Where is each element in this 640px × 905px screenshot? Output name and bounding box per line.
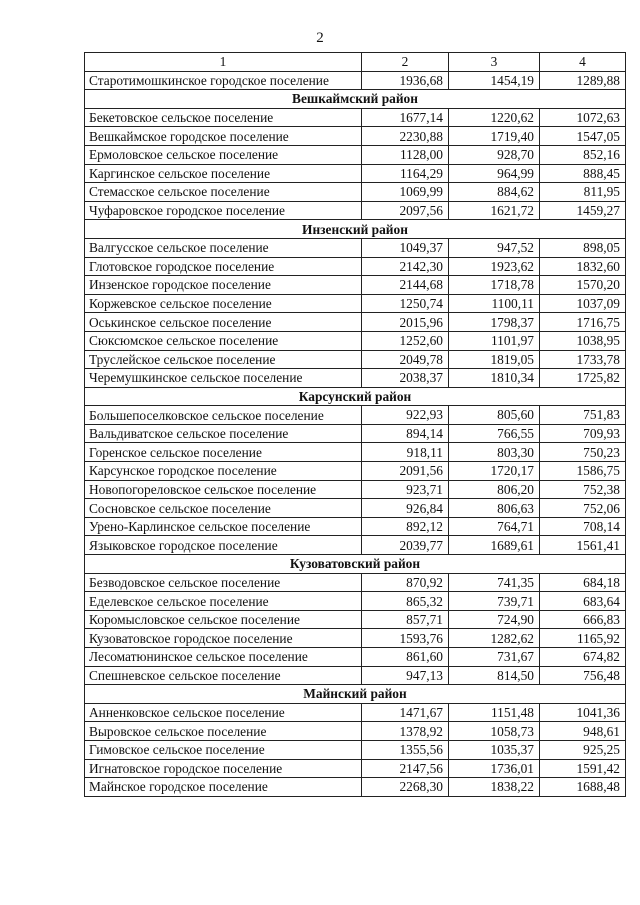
district-name: Инзенский район [85, 220, 626, 239]
table-row [85, 238, 626, 257]
settlement-name: Труслейское сельское поселение [85, 350, 362, 369]
value-col-3: 1720,17 [449, 462, 540, 481]
settlement-name: Гимовское сельское поселение [85, 740, 362, 759]
value-col-3: 1719,40 [449, 127, 540, 146]
district-name: Карсунский район [85, 387, 626, 406]
value-col-3: 739,71 [449, 592, 540, 611]
settlement-name: Вальдиватское сельское поселение [85, 424, 362, 443]
value-col-4: 752,06 [540, 499, 626, 518]
value-col-3: 741,35 [449, 573, 540, 592]
settlement-name: Черемушкинское сельское поселение [85, 369, 362, 388]
header-row [85, 53, 626, 72]
value-col-4: 756,48 [540, 666, 626, 685]
value-col-2: 1677,14 [362, 108, 449, 127]
district-name: Вешкаймский район [85, 90, 626, 109]
value-col-3: 764,71 [449, 517, 540, 536]
settlement-name: Оськинское сельское поселение [85, 313, 362, 332]
value-col-4: 674,82 [540, 648, 626, 667]
value-col-2: 894,14 [362, 424, 449, 443]
value-col-3: 1621,72 [449, 201, 540, 220]
value-col-4: 898,05 [540, 238, 626, 257]
table-row [85, 610, 626, 629]
settlement-name: Горенское сельское поселение [85, 443, 362, 462]
table-row [85, 424, 626, 443]
value-col-4: 1072,63 [540, 108, 626, 127]
value-col-3: 805,60 [449, 406, 540, 425]
value-col-2: 861,60 [362, 648, 449, 667]
value-col-2: 947,13 [362, 666, 449, 685]
value-col-3: 724,90 [449, 610, 540, 629]
value-col-4: 948,61 [540, 722, 626, 741]
value-col-3: 1058,73 [449, 722, 540, 741]
value-col-3: 1151,48 [449, 703, 540, 722]
table-row [85, 517, 626, 536]
value-col-2: 1471,67 [362, 703, 449, 722]
value-col-2: 1936,68 [362, 71, 449, 90]
district-header-row [85, 90, 626, 109]
table-row [85, 648, 626, 667]
settlement-name: Спешневское сельское поселение [85, 666, 362, 685]
table-row [85, 462, 626, 481]
value-col-4: 1038,95 [540, 331, 626, 350]
table-row [85, 294, 626, 313]
value-col-2: 2091,56 [362, 462, 449, 481]
value-col-3: 1810,34 [449, 369, 540, 388]
value-col-2: 926,84 [362, 499, 449, 518]
settlement-name: Коромысловское сельское поселение [85, 610, 362, 629]
district-header-row [85, 685, 626, 704]
district-header-row [85, 220, 626, 239]
value-col-2: 1378,92 [362, 722, 449, 741]
table-row [85, 127, 626, 146]
value-col-3: 814,50 [449, 666, 540, 685]
settlement-name: Бекетовское сельское поселение [85, 108, 362, 127]
page-number: 2 [316, 30, 324, 46]
value-col-4: 1041,36 [540, 703, 626, 722]
value-col-2: 2039,77 [362, 536, 449, 555]
value-col-3: 731,67 [449, 648, 540, 667]
table-row [85, 164, 626, 183]
value-col-4: 1733,78 [540, 350, 626, 369]
value-col-2: 1252,60 [362, 331, 449, 350]
value-col-3: 1101,97 [449, 331, 540, 350]
table-row [85, 201, 626, 220]
value-col-3: 1220,62 [449, 108, 540, 127]
table-row [85, 443, 626, 462]
settlement-name: Старотимошкинское городское поселение [85, 71, 362, 90]
table-body [85, 71, 626, 796]
table-row [85, 406, 626, 425]
table-row [85, 536, 626, 555]
settlement-name: Чуфаровское городское поселение [85, 201, 362, 220]
value-col-4: 684,18 [540, 573, 626, 592]
settlement-name: Стемасское сельское поселение [85, 183, 362, 202]
settlement-name: Безводовское сельское поселение [85, 573, 362, 592]
value-col-4: 750,23 [540, 443, 626, 462]
value-col-4: 1688,48 [540, 778, 626, 797]
settlement-name: Анненковское сельское поселение [85, 703, 362, 722]
value-col-4: 811,95 [540, 183, 626, 202]
value-col-2: 892,12 [362, 517, 449, 536]
value-col-3: 1454,19 [449, 71, 540, 90]
value-col-4: 888,45 [540, 164, 626, 183]
value-col-4: 1561,41 [540, 536, 626, 555]
value-col-2: 2097,56 [362, 201, 449, 220]
settlement-name: Игнатовское городское поселение [85, 759, 362, 778]
value-col-3: 884,62 [449, 183, 540, 202]
value-col-2: 865,32 [362, 592, 449, 611]
table-row [85, 71, 626, 90]
settlement-name: Выровское сельское поселение [85, 722, 362, 741]
settlement-name: Еделевское сельское поселение [85, 592, 362, 611]
value-col-3: 947,52 [449, 238, 540, 257]
value-col-4: 683,64 [540, 592, 626, 611]
value-col-2: 2015,96 [362, 313, 449, 332]
settlement-name: Майнское городское поселение [85, 778, 362, 797]
value-col-4: 1459,27 [540, 201, 626, 220]
value-col-4: 1716,75 [540, 313, 626, 332]
table-row [85, 183, 626, 202]
data-table [84, 52, 626, 797]
table-row [85, 480, 626, 499]
value-col-3: 766,55 [449, 424, 540, 443]
value-col-2: 2147,56 [362, 759, 449, 778]
value-col-4: 925,25 [540, 740, 626, 759]
table-row [85, 331, 626, 350]
settlement-name: Валгусское сельское поселение [85, 238, 362, 257]
value-col-4: 1591,42 [540, 759, 626, 778]
settlement-name: Коржевское сельское поселение [85, 294, 362, 313]
value-col-2: 1593,76 [362, 629, 449, 648]
value-col-4: 1586,75 [540, 462, 626, 481]
district-name: Майнский район [85, 685, 626, 704]
settlement-name: Новопогореловское сельское поселение [85, 480, 362, 499]
settlement-name: Урено-Карлинское сельское поселение [85, 517, 362, 536]
table-row [85, 369, 626, 388]
settlement-name: Ермоловское сельское поселение [85, 145, 362, 164]
table-row [85, 499, 626, 518]
table-row [85, 740, 626, 759]
value-col-4: 1570,20 [540, 276, 626, 295]
table-row [85, 629, 626, 648]
value-col-4: 1289,88 [540, 71, 626, 90]
table-row [85, 108, 626, 127]
value-col-2: 870,92 [362, 573, 449, 592]
settlement-name: Сюксюмское сельское поселение [85, 331, 362, 350]
table-row [85, 276, 626, 295]
value-col-3: 1923,62 [449, 257, 540, 276]
settlement-name: Вешкаймское городское поселение [85, 127, 362, 146]
value-col-2: 1355,56 [362, 740, 449, 759]
table-row [85, 257, 626, 276]
value-col-3: 1798,37 [449, 313, 540, 332]
value-col-3: 964,99 [449, 164, 540, 183]
value-col-2: 1250,74 [362, 294, 449, 313]
value-col-3: 1282,62 [449, 629, 540, 648]
column-header: 2 [362, 53, 449, 72]
table-row [85, 703, 626, 722]
value-col-4: 1832,60 [540, 257, 626, 276]
value-col-2: 923,71 [362, 480, 449, 499]
settlement-name: Карсунское городское поселение [85, 462, 362, 481]
table-row [85, 145, 626, 164]
value-col-3: 1736,01 [449, 759, 540, 778]
column-header: 3 [449, 53, 540, 72]
value-col-3: 1689,61 [449, 536, 540, 555]
value-col-2: 1128,00 [362, 145, 449, 164]
district-header-row [85, 387, 626, 406]
value-col-4: 1165,92 [540, 629, 626, 648]
value-col-2: 922,93 [362, 406, 449, 425]
value-col-2: 2144,68 [362, 276, 449, 295]
value-col-2: 1069,99 [362, 183, 449, 202]
table-row [85, 350, 626, 369]
table-row [85, 722, 626, 741]
settlement-name: Лесоматюнинское сельское поселение [85, 648, 362, 667]
value-col-3: 1100,11 [449, 294, 540, 313]
value-col-2: 918,11 [362, 443, 449, 462]
column-header: 4 [540, 53, 626, 72]
table-row [85, 759, 626, 778]
table-row [85, 778, 626, 797]
table-row [85, 313, 626, 332]
value-col-3: 806,63 [449, 499, 540, 518]
value-col-3: 1838,22 [449, 778, 540, 797]
value-col-3: 928,70 [449, 145, 540, 164]
value-col-4: 666,83 [540, 610, 626, 629]
value-col-4: 1547,05 [540, 127, 626, 146]
district-name: Кузоватовский район [85, 555, 626, 574]
value-col-2: 2038,37 [362, 369, 449, 388]
value-col-2: 857,71 [362, 610, 449, 629]
value-col-4: 852,16 [540, 145, 626, 164]
table-row [85, 592, 626, 611]
value-col-2: 2268,30 [362, 778, 449, 797]
value-col-4: 1037,09 [540, 294, 626, 313]
value-col-4: 1725,82 [540, 369, 626, 388]
value-col-4: 752,38 [540, 480, 626, 499]
value-col-2: 1164,29 [362, 164, 449, 183]
value-col-2: 2142,30 [362, 257, 449, 276]
settlement-name: Каргинское сельское поселение [85, 164, 362, 183]
value-col-4: 751,83 [540, 406, 626, 425]
value-col-3: 1718,78 [449, 276, 540, 295]
value-col-3: 806,20 [449, 480, 540, 499]
value-col-2: 2230,88 [362, 127, 449, 146]
value-col-2: 1049,37 [362, 238, 449, 257]
settlement-name: Языковское городское поселение [85, 536, 362, 555]
district-header-row [85, 555, 626, 574]
settlement-name: Кузоватовское городское поселение [85, 629, 362, 648]
value-col-4: 708,14 [540, 517, 626, 536]
value-col-4: 709,93 [540, 424, 626, 443]
table-row [85, 666, 626, 685]
value-col-3: 1819,05 [449, 350, 540, 369]
settlement-name: Глотовское городское поселение [85, 257, 362, 276]
table-row [85, 573, 626, 592]
settlement-name: Сосновское сельское поселение [85, 499, 362, 518]
value-col-3: 803,30 [449, 443, 540, 462]
settlement-name: Большепоселковское сельское поселение [85, 406, 362, 425]
settlement-name: Инзенское городское поселение [85, 276, 362, 295]
column-header: 1 [85, 53, 362, 72]
value-col-3: 1035,37 [449, 740, 540, 759]
value-col-2: 2049,78 [362, 350, 449, 369]
